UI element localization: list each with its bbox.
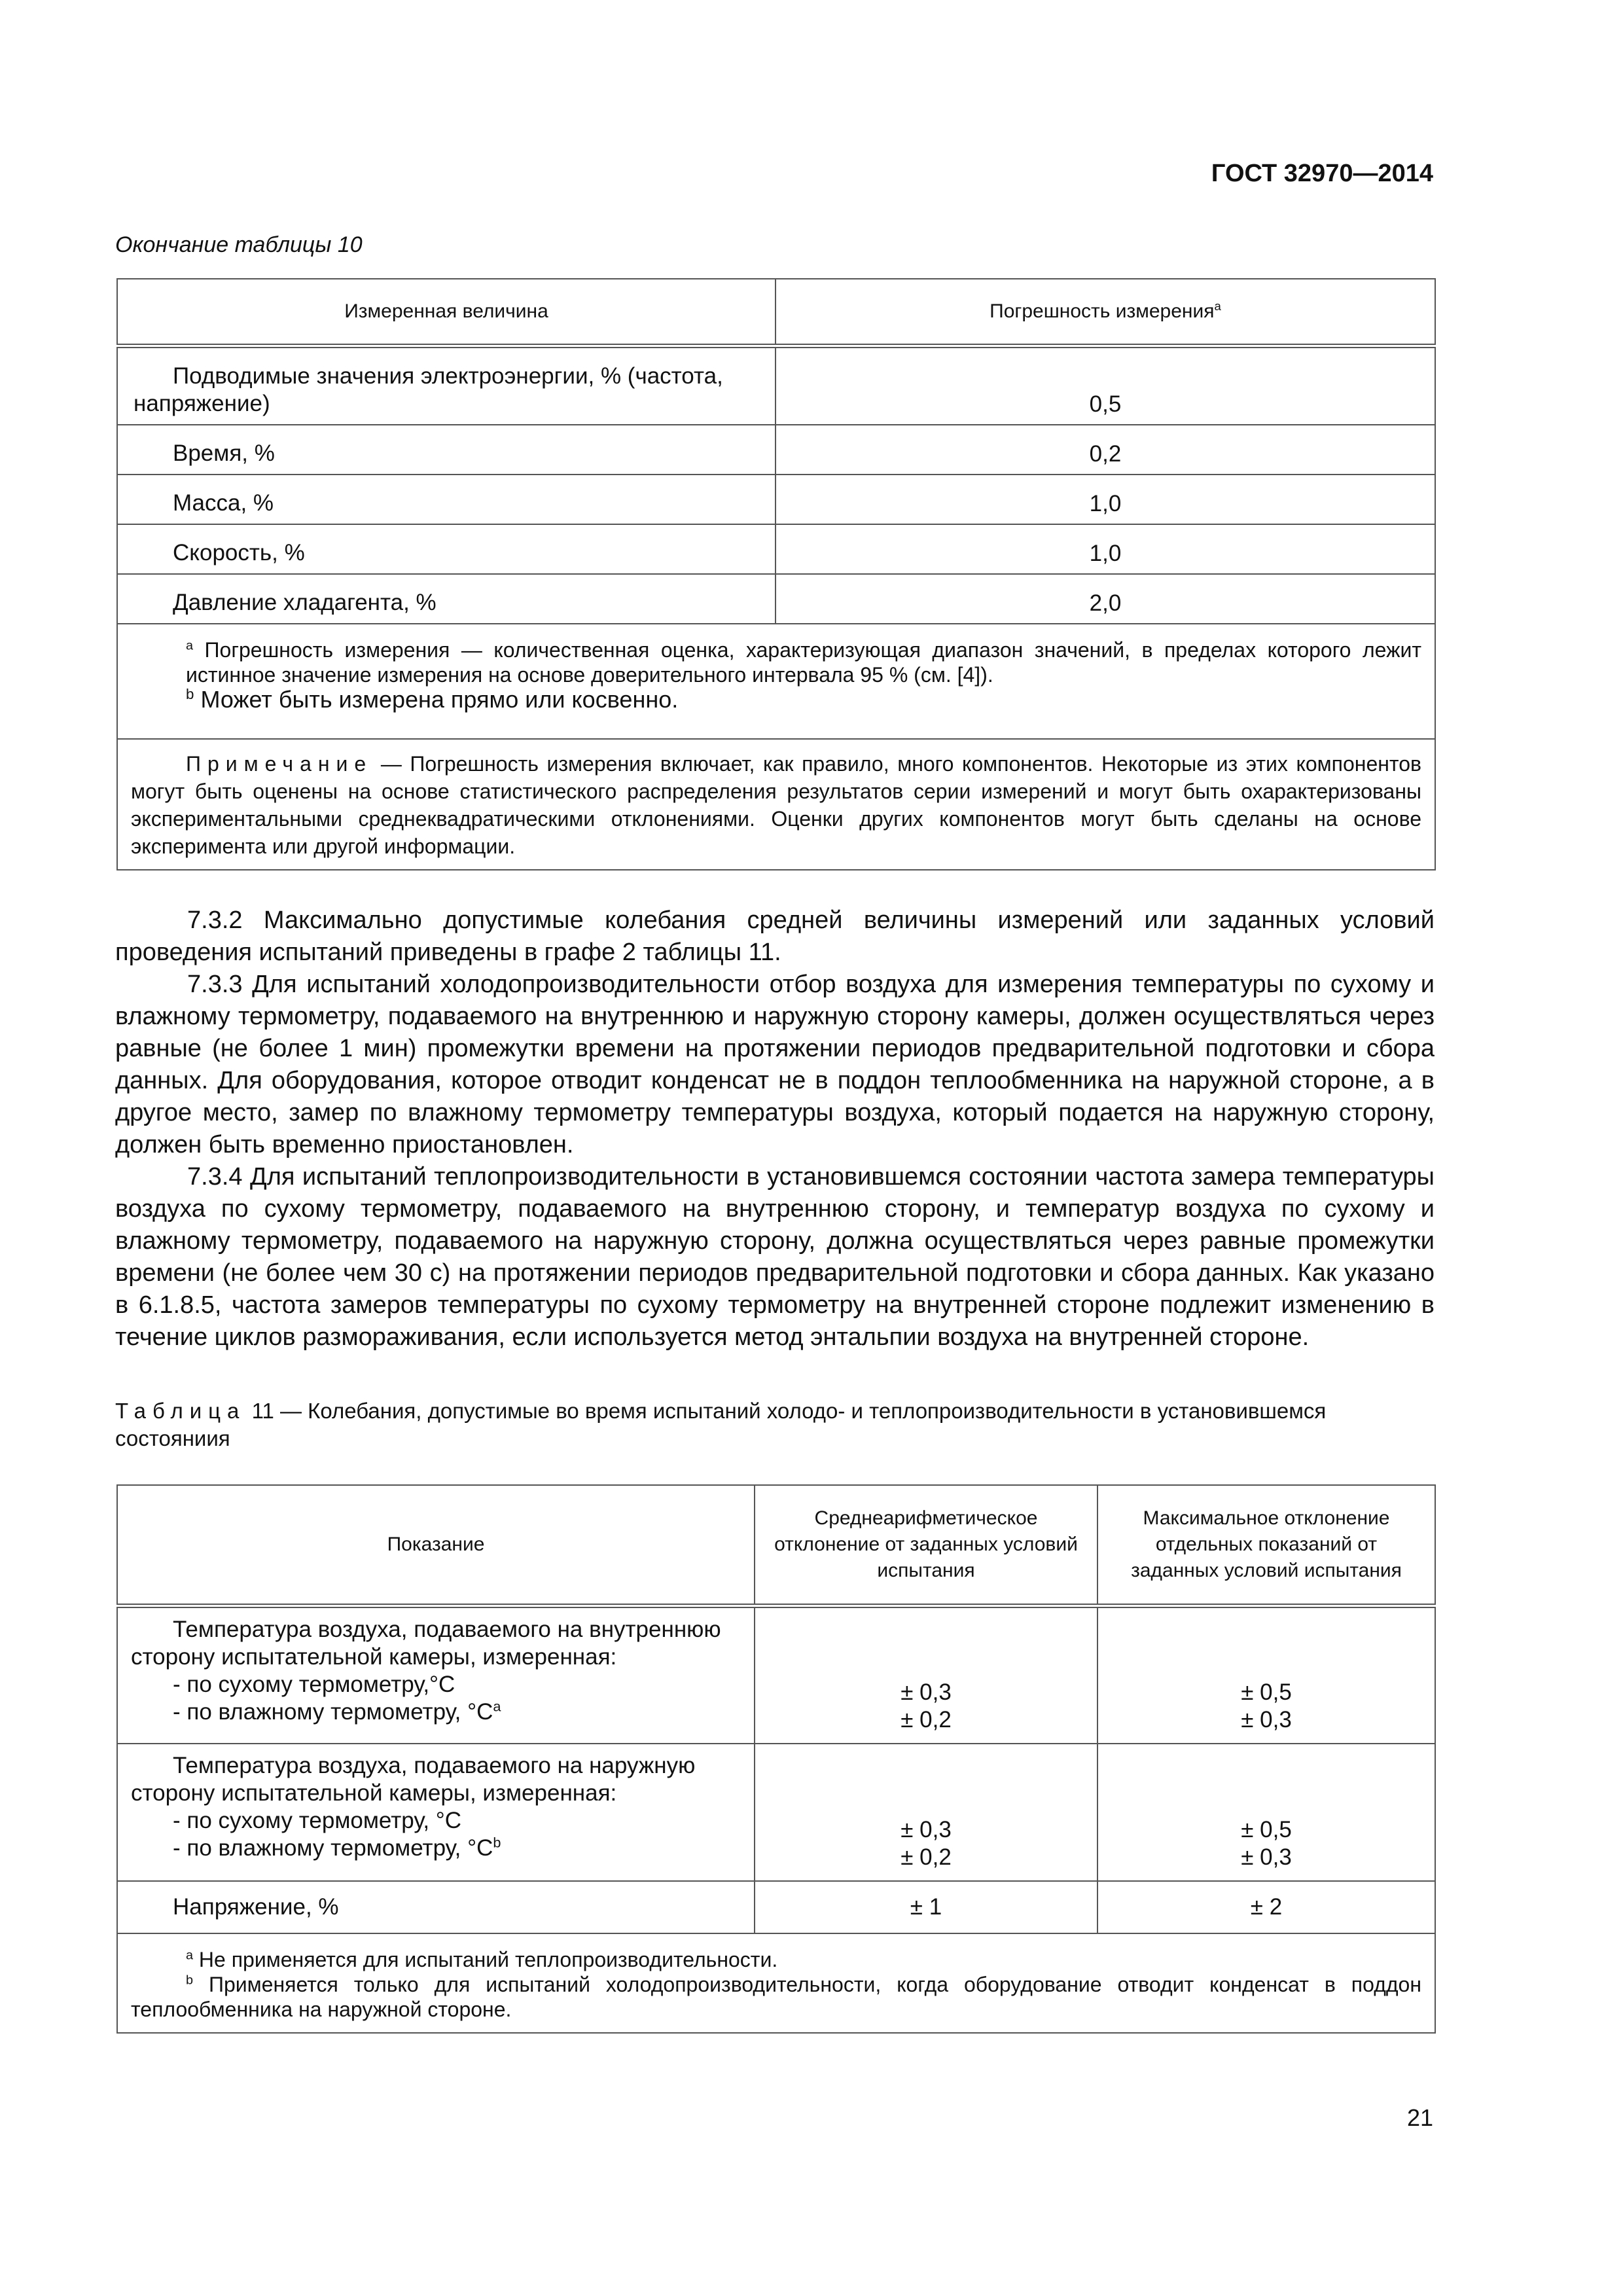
- table10-caption: Окончание таблицы 10: [115, 232, 363, 257]
- table11-title: — Колебания, допустимые во время испытаний холодо- и теплопроизводительности в установившемся состояниия: [115, 1399, 1327, 1450]
- table10-header-row: [117, 279, 1435, 346]
- table11-cell-name: Температура воздуха, подаваемого на внутреннюю сторону испытательной камеры, измеренная: - по сухому термометру,°C - по влажному термометру, $^\circ C^a$: [117, 1606, 755, 1744]
- table11-cell-max: ± 0,5 ± 0,3: [1097, 1744, 1435, 1881]
- table11-col-header: Максимальное отклонение отдельных показаний от заданных условий испытания: [1097, 1485, 1435, 1606]
- table-row: [117, 425, 1435, 475]
- footnote-a: $^a$ Не применяется для испытаний теплопроизводительности.: [186, 1947, 778, 1971]
- table11-header-row: [117, 1485, 1435, 1606]
- table11-col-header: Среднеарифметическое отклонение от заданных условий испытания: [755, 1485, 1097, 1606]
- group1-line0: - по сухому термометру, °C: [173, 1807, 462, 1833]
- table11-label: Таблица: [115, 1399, 246, 1423]
- paragraph-7-3-4: 7.3.4 Для испытаний теплопроизводительности в установившемся состоянии частота замера температуры воздуха по сухому термометру, подаваемого на внутреннюю сторону, и температур воздуха по сухому и влажному термометру, подаваемого на наружную сторону, должна осуществляться через равные промежутки времени (не более чем 30 с) на протяжении периодов предварительной подготовки и сбора данных. Как указано в 6.1.8.5, частота замеров температуры по сухому термометру на внутренней стороне подлежит изменению в течение циклов размораживания, если используется метод энтальпии воздуха на внутренней стороне.: [115, 1163, 1435, 1351]
- table10-cell-name: Время, %: [117, 425, 776, 475]
- table10-note-row: [117, 739, 1435, 870]
- table10-cell-name: Скорость, %: [117, 524, 776, 574]
- group0-line1: - по влажному термометру, $^\circ C^a$: [173, 1698, 501, 1725]
- paragraph-7-3-3: 7.3.3 Для испытаний холодопроизводительности отбор воздуха для измерения температуры по сухому и влажному термометру, подаваемого на внутреннюю и наружную сторону камеры, должен осуществляться через равные (не более 1 мин) промежутки времени на протяжении периодов предварительной подготовки и сбора данных. Для оборудования, которое отводит конденсат не в поддон теплообменника на наружной стороне, а в другое место, замер по влажному термометру температуры воздуха, который подается на наружную сторону, должен быть временно приостановлен.: [115, 971, 1435, 1158]
- table10-cell-name: Давление хладагента, %: [117, 574, 776, 624]
- table10-cell-value: 1,0: [776, 475, 1435, 524]
- table-row: [117, 524, 1435, 574]
- table11-cell-name: Температура воздуха, подаваемого на наружную сторону испытательной камеры, измеренная: - по сухому термометру, °C - по влажному термометру, $^\circ C^b$: [117, 1744, 755, 1881]
- table10-col-header: Погрешность измерения$^a$: [776, 279, 1435, 346]
- table-row: [117, 1606, 1435, 1744]
- table-row: [117, 574, 1435, 624]
- table11-cell-avg: ± 0,3 ± 0,2: [755, 1744, 1097, 1881]
- table10-footnotes: [117, 624, 1435, 739]
- page-number: 21: [1406, 2104, 1433, 2131]
- group0-line0: - по сухому термометру,°C: [173, 1672, 455, 1697]
- table10-cell-value: 1,0: [776, 524, 1435, 574]
- table10-cell-value: 2,0: [776, 574, 1435, 624]
- note-text: — Погрешность измерения включает, как правило, много компонентов. Некоторые из этих компонентов могут быть оценены на основе статистического распределения результатов серии измерений и могут быть охарактеризованы экспериментальными среднеквадратическими отклонениями. Оценки других компонентов могут быть сделаны на основе эксперимента или другой информации.: [131, 751, 1422, 858]
- table10-cell-value: 0,5: [776, 346, 1435, 425]
- table10-note: [117, 739, 1435, 870]
- group1-line1: - по влажному термометру, $^\circ C^b$: [173, 1833, 501, 1861]
- table11-cell-avg: ± 1: [755, 1881, 1097, 1933]
- footnote-a: $^a$ Погрешность измерения — количественная оценка, характеризующая диапазон значений, в пределах которого лежит истинное значение измерения на основе доверительного интервала 95 % (см. [4]).: [186, 637, 1422, 687]
- note-label: Примечание: [186, 751, 373, 776]
- table10-footnotes-row: [117, 624, 1435, 739]
- table-row: [117, 1881, 1435, 1933]
- table10-col-header: Измеренная величина: [117, 279, 776, 346]
- table-row: [117, 346, 1435, 425]
- table-11: [116, 1484, 1436, 2034]
- table10-cell-name: Масса, %: [117, 475, 776, 524]
- table11-footnotes-row: [117, 1933, 1435, 2033]
- table-10: [116, 278, 1436, 870]
- table11-footnotes: [117, 1933, 1435, 2033]
- table11-col-header: Показание: [117, 1485, 755, 1606]
- footnote-b: $^b$ Применяется только для испытаний холодопроизводительности, когда оборудование отводит конденсат в поддон теплообменника на наружной стороне.: [131, 1972, 1422, 2021]
- table10-cell-value: 0,2: [776, 425, 1435, 475]
- body-text: [115, 905, 1435, 1354]
- footnote-b: $^b$ Может быть измерена прямо или косвенно.: [186, 685, 679, 713]
- table-row: [117, 475, 1435, 524]
- table10-cell-name: Подводимые значения электроэнергии, % (частота, напряжение): [117, 346, 776, 425]
- document-code: ГОСТ 32970—2014: [1211, 160, 1433, 187]
- table11-cell-max: ± 0,5 ± 0,3: [1097, 1606, 1435, 1744]
- table11-cell-name: Напряжение, %: [117, 1881, 755, 1933]
- table-row: [117, 1744, 1435, 1881]
- table11-number: 11: [251, 1399, 274, 1423]
- table11-cell-max: ± 2: [1097, 1881, 1435, 1933]
- paragraph-7-3-2: 7.3.2 Максимально допустимые колебания средней величины измерений или заданных условий проведения испытаний приведены в графе 2 таблицы 11.: [115, 906, 1435, 966]
- table11-cell-avg: ± 0,3 ± 0,2: [755, 1606, 1097, 1744]
- table11-caption: [115, 1397, 1435, 1452]
